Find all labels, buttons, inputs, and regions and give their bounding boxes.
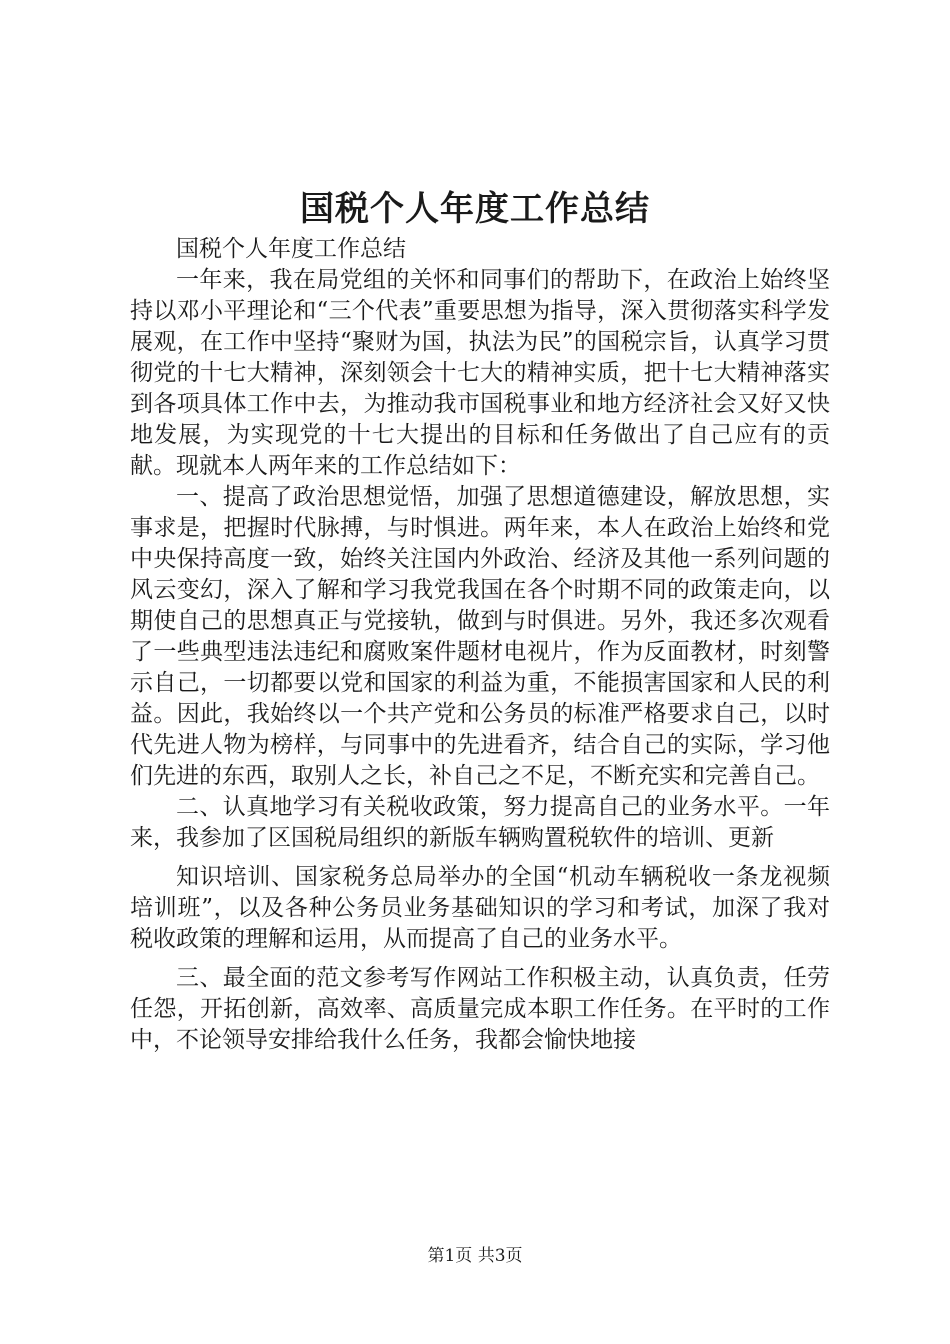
paragraph-section-1: 一、提高了政治思想觉悟，加强了思想道德建设，解放思想，实事求是，把握时代脉搏，与时惧进。两年来，本人在政治上始终和党中央保持高度一致，始终关注国内外政治、经济及其他一系列问题的风云变幻，深入了解和学习我党我国在各个时期不同的政策走向，以期使自己的思想真正与党接轨，做到与时俱进。另外，我还多次观看了一些典型违法违纪和腐败案件题材电视片，作为反面教材，时刻警示自己，一切都要以党和国家的利益为重，不能损害国家和人民的利益。因此，我始终以一个共产党和公务员的标准严格要求自己，以时代先进人物为榜样，与同事中的先进看齐，结合自己的实际，学习他们先进的东西，取别人之长，补自己之不足，不断充实和完善自己。 — [130, 484, 830, 789]
paragraph-section-3: 三、最全面的范文参考写作网站工作积极主动，认真负责，任劳任怨，开拓创新，高效率、高质量完成本职工作任务。在平时的工作中，不论领导安排给我什么任务，我都会愉快地接 — [130, 965, 830, 1053]
paragraph-section-2: 二、认真地学习有关税收政策，努力提高自己的业务水平。一年来，我参加了区国税局组织的新版车辆购置税软件的培训、更新 — [130, 794, 830, 851]
paragraph-intro: 一年来，我在局党组的关怀和同事们的帮助下，在政治上始终坚持以邓小平理论和“三个代表”重要思想为指导，深入贯彻落实科学发展观，在工作中坚持“聚财为国，执法为民”的国税宗旨，认真学习贯彻党的十七大精神，深刻领会十七大的精神实质，把十七大精神落实到各项具体工作中去，为推动我市国税事业和地方经济社会又好又快地发展，为实现党的十七大提出的目标和任务做出了自己应有的贡献。现就本人两年来的工作总结如下： — [130, 267, 830, 479]
page-footer: 第1页 共3页 — [427, 1246, 523, 1266]
document-body — [130, 234, 830, 1056]
paragraph-section-2-cont: 知识培训、国家税务总局举办的全国“机动车辆税收一条龙视频培训班”，以及各种公务员业务基础知识的学习和考试，加深了我对税收政策的理解和运用，从而提高了自己的业务水平。 — [130, 864, 830, 952]
paragraph-subtitle: 国税个人年度工作总结 — [176, 236, 406, 262]
document-title: 国税个人年度工作总结 — [300, 189, 650, 229]
